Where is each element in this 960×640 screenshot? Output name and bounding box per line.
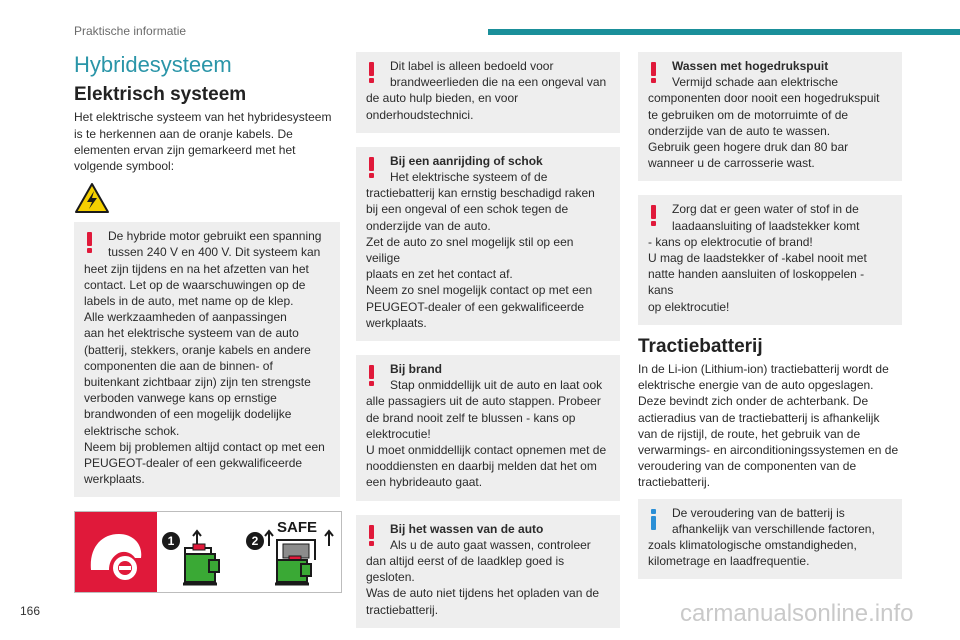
warning-line: Neem bij problemen altijd contact op met een (84, 439, 325, 454)
warning-line: Was de auto niet tijdens het opladen van de (366, 586, 600, 601)
warning-box-pressure-washer (638, 52, 902, 181)
warning-line: Zorg dat er geen water of stof in de (672, 202, 859, 217)
warning-box-charging-connector (638, 195, 902, 324)
warning-line: natte handen aansluiten of loskoppelen - kans (648, 267, 868, 298)
watermark: carmanualsonline.info (680, 600, 914, 627)
warning-box-fire (356, 355, 620, 501)
warning-heading: Bij brand (390, 362, 443, 377)
tractiebatterij-paragraph: In de Li-ion (Lithium-ion) tractiebatterij wordt de elektrische energie van de auto opgeslagen. Deze bevindt zich onder de achterbank. De actieradius van de tractiebatterij is afhankelijk van de rijstijl, de route, het gebruik van de verwarmings- en airconditioningssystemen en de veroudering van de componenten van de tractiebatterij. (638, 362, 899, 490)
info-icon (650, 509, 658, 531)
warning-line: tractiebatterij kan ernstig beschadigd raken (366, 186, 595, 201)
warning-line: contact. Let op de waarschuwingen op de (84, 277, 306, 292)
warning-line: bij een ongeval of een schok tegen de (366, 202, 569, 217)
warning-line: onderzijde van de auto. (366, 218, 491, 233)
column-1 (74, 52, 340, 593)
warning-line: PEUGEOT-dealer of een gekwalificeerde (84, 456, 303, 471)
header-accent-bar (488, 29, 960, 35)
warning-exclamation-icon (650, 62, 658, 84)
warning-line: Vermijd schade aan elektrische (672, 75, 839, 90)
warning-line: elektrische schok. (84, 423, 180, 438)
warning-line: buitenkant zichtbaar zijn) zijn ten strengste (84, 375, 311, 390)
safety-label-figure (74, 511, 342, 593)
warning-line: U moet onmiddellijk contact opnemen met de (366, 443, 607, 458)
warning-line: tussen 240 V en 400 V. Dit systeem kan (108, 245, 321, 260)
step-1-number: 1 (167, 534, 175, 549)
warning-line: werkplaats. (366, 315, 427, 330)
warning-line: PEUGEOT-dealer of een gekwalificeerde (366, 299, 585, 314)
safe-label: SAFE (276, 519, 318, 537)
info-line: kilometrage en laadfrequentie. (648, 554, 810, 569)
warning-line: aan het elektrische systeem van de auto (84, 326, 299, 341)
warning-line: heet zijn tijdens en na het afzetten van het (84, 261, 309, 276)
warning-line: Dit label is alleen bedoeld voor (390, 59, 554, 73)
firefighter-helmet-icon (75, 512, 157, 592)
warning-box-label-info (356, 52, 620, 133)
warning-line: brandweerlieden die na een ongeval van (390, 75, 607, 90)
warning-line: Neem zo snel mogelijk contact op met een (366, 283, 593, 298)
warning-line: op elektrocutie! (648, 299, 730, 314)
warning-line: gesloten. (366, 570, 415, 585)
intro-paragraph: Het elektrische systeem van het hybridesysteem is te herkennen aan de oranje kabels. De elementen ervan zijn gemarkeerd met het volgende symbool: (74, 110, 332, 174)
warning-line: tractiebatterij. (366, 602, 439, 617)
warning-line: dan altijd eerst of de laadklep goed is (366, 554, 565, 569)
warning-line: een hybrideauto gaat. (366, 475, 483, 490)
warning-line: Gebruik geen hogere druk dan 80 bar (648, 140, 849, 155)
warning-line: componenten die aan de binnen- of (84, 358, 273, 373)
warning-exclamation-icon (368, 525, 376, 547)
warning-line: Zet de auto zo snel mogelijk stil op een veilige (366, 234, 577, 266)
warning-line: nooddiensten en daarbij melden dat het om (366, 459, 597, 474)
subsection-title-elektrisch-systeem: Elektrisch systeem (74, 84, 247, 106)
page-number: 166 (20, 604, 41, 618)
info-line: De veroudering van de batterij is (672, 505, 845, 520)
warning-heading: Wassen met hogedrukspuit (672, 59, 829, 73)
warning-line: De hybride motor gebruikt een spanning (108, 229, 322, 244)
column-3 (638, 52, 902, 593)
column-2 (356, 52, 620, 640)
warning-line: laadaansluiting of laadstekker komt (672, 218, 860, 233)
warning-line: Alle werkzaamheden of aanpassingen (84, 310, 287, 325)
warning-line: te gebruiken om de motorruimte of de (648, 107, 849, 122)
warning-exclamation-icon (368, 62, 376, 84)
warning-line: labels in de auto, met name op de klep. (84, 294, 294, 309)
warning-line: wanneer u de carrosserie wast. (648, 156, 815, 171)
warning-line: brandwonden of een mogelijk dodelijke (84, 407, 292, 422)
warning-line: verboden vanwege kans op ernstige (84, 391, 277, 406)
warning-line: - kans op elektrocutie of brand! (648, 234, 813, 249)
subsection-title-tractiebatterij: Tractiebatterij (638, 335, 763, 357)
warning-box-collision (356, 147, 620, 341)
warning-exclamation-icon (86, 232, 94, 254)
warning-line: (batterij, stekkers, oranje kabels en andere (84, 342, 311, 357)
warning-exclamation-icon (650, 205, 658, 227)
info-line: afhankelijk van verschillende factoren, (672, 521, 875, 536)
warning-exclamation-icon (368, 157, 376, 179)
warning-line: componenten door nooit een hogedrukspuit (648, 91, 880, 106)
warning-heading: Bij het wassen van de auto (390, 521, 544, 536)
running-header: Praktische informatie (74, 24, 187, 38)
warning-line: de auto hulp bieden, en voor (366, 91, 519, 106)
warning-exclamation-icon (368, 365, 376, 387)
warning-line: onderzijde van de auto te wassen. (648, 123, 831, 138)
warning-line: Stap onmiddellijk uit de auto en laat ook (390, 378, 603, 393)
warning-line: plaats en zet het contact af. (366, 267, 513, 282)
step-2-number: 2 (251, 534, 259, 549)
section-title: Hybridesysteem (74, 52, 232, 77)
high-voltage-warning-icon (74, 182, 110, 214)
warning-line: de brand nooit zelf te blussen - kans op (366, 410, 576, 425)
info-line: zoals klimatologische omstandigheden, (648, 538, 857, 553)
warning-line: U mag de laadstekker of -kabel nooit met (648, 251, 867, 266)
warning-heading: Bij een aanrijding of schok (390, 153, 543, 168)
warning-line: Als u de auto gaat wassen, controleer (390, 537, 591, 552)
warning-line: elektrocutie! (366, 426, 431, 441)
warning-box-car-wash (356, 515, 620, 628)
warning-line: werkplaats. (84, 472, 145, 487)
info-box-battery-aging (638, 499, 902, 580)
warning-box-high-voltage (74, 222, 340, 497)
warning-line: Het elektrische systeem of de (390, 170, 548, 185)
warning-line: alle passagiers uit de auto stappen. Probeer (366, 394, 601, 409)
warning-line: onderhoudstechnici. (366, 107, 474, 122)
